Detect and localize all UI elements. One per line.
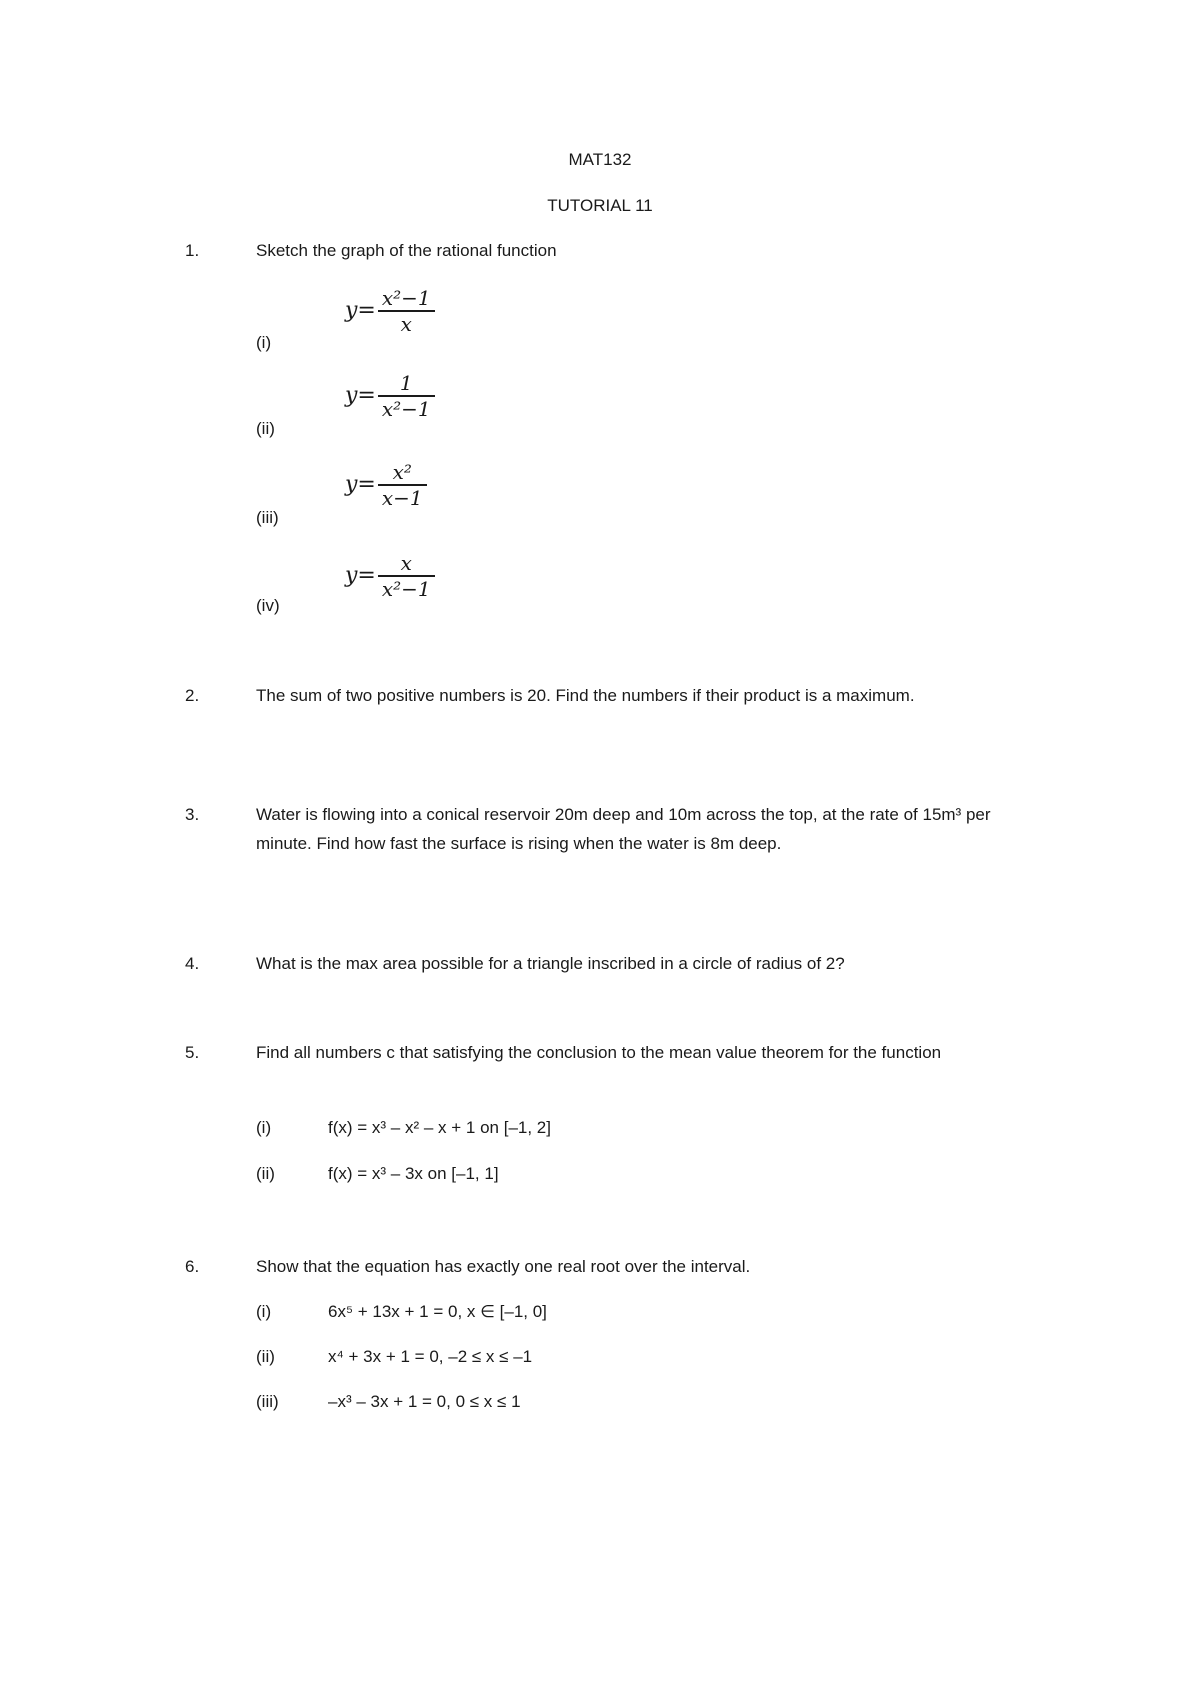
denominator: x−1 xyxy=(381,485,423,510)
fraction xyxy=(378,371,435,421)
page-title: TUTORIAL 11 xyxy=(547,196,653,215)
q1-part-i-label: (i) xyxy=(256,333,272,352)
q1-part-i-lhs: y= xyxy=(345,298,376,324)
q6-part-i-label: (i) xyxy=(256,1302,272,1321)
numerator: x² xyxy=(392,460,412,484)
q1-part-i-equation xyxy=(345,286,435,336)
q6-part-i-expression: 6x⁵ + 13x + 1 = 0, x ∈ [–1, 0] xyxy=(328,1302,547,1321)
fraction xyxy=(378,286,435,336)
q1-part-iii-label: (iii) xyxy=(256,508,279,527)
q5-part-ii-expression: f(x) = x³ – 3x on [–1, 1] xyxy=(328,1164,499,1183)
question-2-number: 2. xyxy=(185,686,200,705)
q5-part-i-label: (i) xyxy=(256,1118,272,1137)
q1-part-iv-label: (iv) xyxy=(256,596,280,615)
q1-part-iv-equation xyxy=(345,551,435,601)
q6-part-iii-expression: –x³ – 3x + 1 = 0, 0 ≤ x ≤ 1 xyxy=(328,1392,521,1411)
question-4-text: What is the max area possible for a triangle inscribed in a circle of radius of 2? xyxy=(256,954,845,973)
q6-part-ii-label: (ii) xyxy=(256,1347,275,1366)
q6-part-ii-expression: x⁴ + 3x + 1 = 0, –2 ≤ x ≤ –1 xyxy=(328,1347,533,1366)
question-1-number: 1. xyxy=(185,241,200,260)
q1-part-iv-lhs: y= xyxy=(345,563,376,589)
question-1-text: Sketch the graph of the rational function xyxy=(256,241,557,260)
q6-part-iii-label: (iii) xyxy=(256,1392,279,1411)
question-5-number: 5. xyxy=(185,1043,200,1062)
question-6-number: 6. xyxy=(185,1257,200,1276)
q1-part-ii-label: (ii) xyxy=(256,419,275,438)
question-2-text: The sum of two positive numbers is 20. Find the numbers if their product is a maximum. xyxy=(256,686,915,705)
fraction xyxy=(378,551,435,601)
q1-part-iii-lhs: y= xyxy=(345,472,376,498)
denominator: x²−1 xyxy=(381,396,431,421)
question-6-text: Show that the equation has exactly one real root over the interval. xyxy=(256,1257,751,1276)
question-3-number: 3. xyxy=(185,805,200,824)
question-5-text: Find all numbers c that satisfying the conclusion to the mean value theorem for the function xyxy=(256,1043,942,1062)
q1-part-ii-lhs: y= xyxy=(345,383,376,409)
question-3-text: Water is flowing into a conical reservoir 20m deep and 10m across the top, at the rate of 15m³ per minute. Find how fast the surface is rising when the water is 8m deep. xyxy=(256,805,991,853)
numerator: x xyxy=(400,551,412,575)
numerator: 1 xyxy=(399,371,413,395)
course-code: MAT132 xyxy=(568,150,632,169)
denominator: x xyxy=(400,311,412,336)
q5-part-i-expression: f(x) = x³ – x² – x + 1 on [–1, 2] xyxy=(328,1118,551,1137)
fraction xyxy=(378,460,427,510)
question-4-number: 4. xyxy=(185,954,200,973)
q1-part-ii-equation xyxy=(345,371,435,421)
q1-part-iii-equation xyxy=(345,460,427,510)
q5-part-ii-label: (ii) xyxy=(256,1164,275,1183)
denominator: x²−1 xyxy=(381,576,431,601)
numerator: x²−1 xyxy=(381,286,431,310)
